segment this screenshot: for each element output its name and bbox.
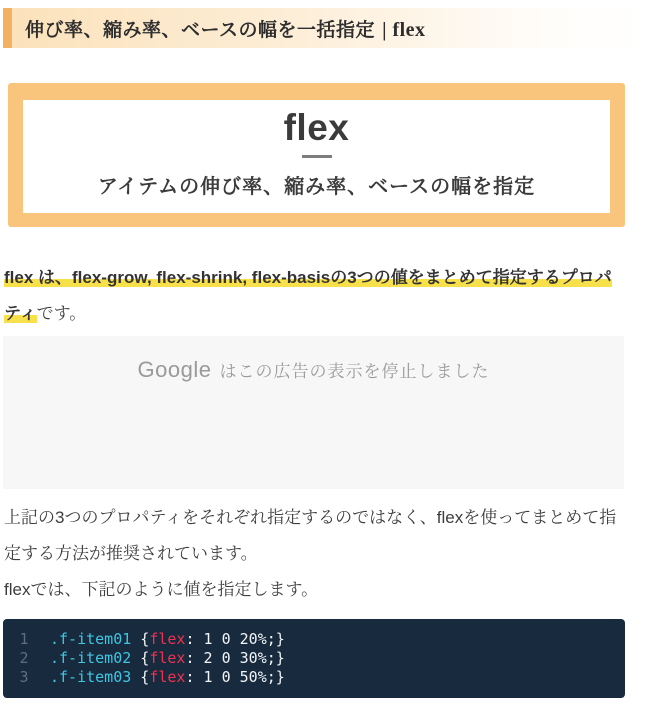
paragraph-code-intro: flexでは、下記のように値を指定します。: [4, 580, 319, 599]
ad-stopped-notice: [3, 357, 624, 383]
code-text: [50, 668, 285, 687]
google-brand-text: Google: [137, 357, 212, 382]
css-property: flex: [149, 649, 186, 667]
page-title: [25, 15, 426, 42]
page-title-japanese: 伸び率、縮み率、ベースの幅を一括指定: [25, 19, 376, 41]
css-property: flex: [149, 668, 186, 686]
css-open-brace: {: [131, 630, 150, 648]
css-value: : 2 0 30%;}: [185, 649, 285, 667]
ad-placeholder: [3, 336, 624, 489]
code-text: [50, 649, 285, 668]
css-selector: .f-item03: [50, 668, 132, 686]
css-code-block: [3, 619, 625, 698]
css-open-brace: {: [131, 649, 150, 667]
hero-banner: [8, 83, 625, 227]
line-number: 3: [19, 668, 29, 686]
css-open-brace: {: [131, 668, 150, 686]
page-title-english: | flex: [382, 18, 426, 41]
css-value: : 1 0 50%;}: [185, 668, 285, 686]
hero-title-divider: [302, 155, 332, 158]
hero-title: flex: [283, 107, 350, 148]
css-selector: .f-item02: [50, 649, 132, 667]
code-line: [3, 649, 625, 668]
intro-paragraph: [4, 260, 624, 332]
line-number: 2: [19, 649, 29, 667]
css-selector: .f-item01: [50, 630, 132, 648]
paragraph-recommendation: 上記の3つのプロパティをそれぞれ指定するのではなく、flexを使ってまとめて指定する方法が推奨されています。: [4, 508, 617, 563]
hero-subtitle: アイテムの伸び率、縮み率、ベースの幅を指定: [97, 176, 536, 198]
intro-tail-text: です。: [36, 304, 87, 323]
hero-banner-inner: [23, 100, 610, 213]
css-value: : 1 0 20%;}: [185, 630, 285, 648]
ad-stopped-message: はこの広告の表示を停止しました: [219, 362, 490, 381]
line-number: 1: [19, 630, 29, 648]
css-property: flex: [149, 630, 186, 648]
code-line: [3, 668, 625, 687]
code-line: [3, 630, 625, 649]
intro-highlighted-text: flex は、flex-grow, flex-shrink, flex-basisの3つの値をまとめて指定するプロパティ: [4, 268, 612, 323]
code-text: [50, 630, 285, 649]
page-heading-band: [3, 8, 647, 48]
